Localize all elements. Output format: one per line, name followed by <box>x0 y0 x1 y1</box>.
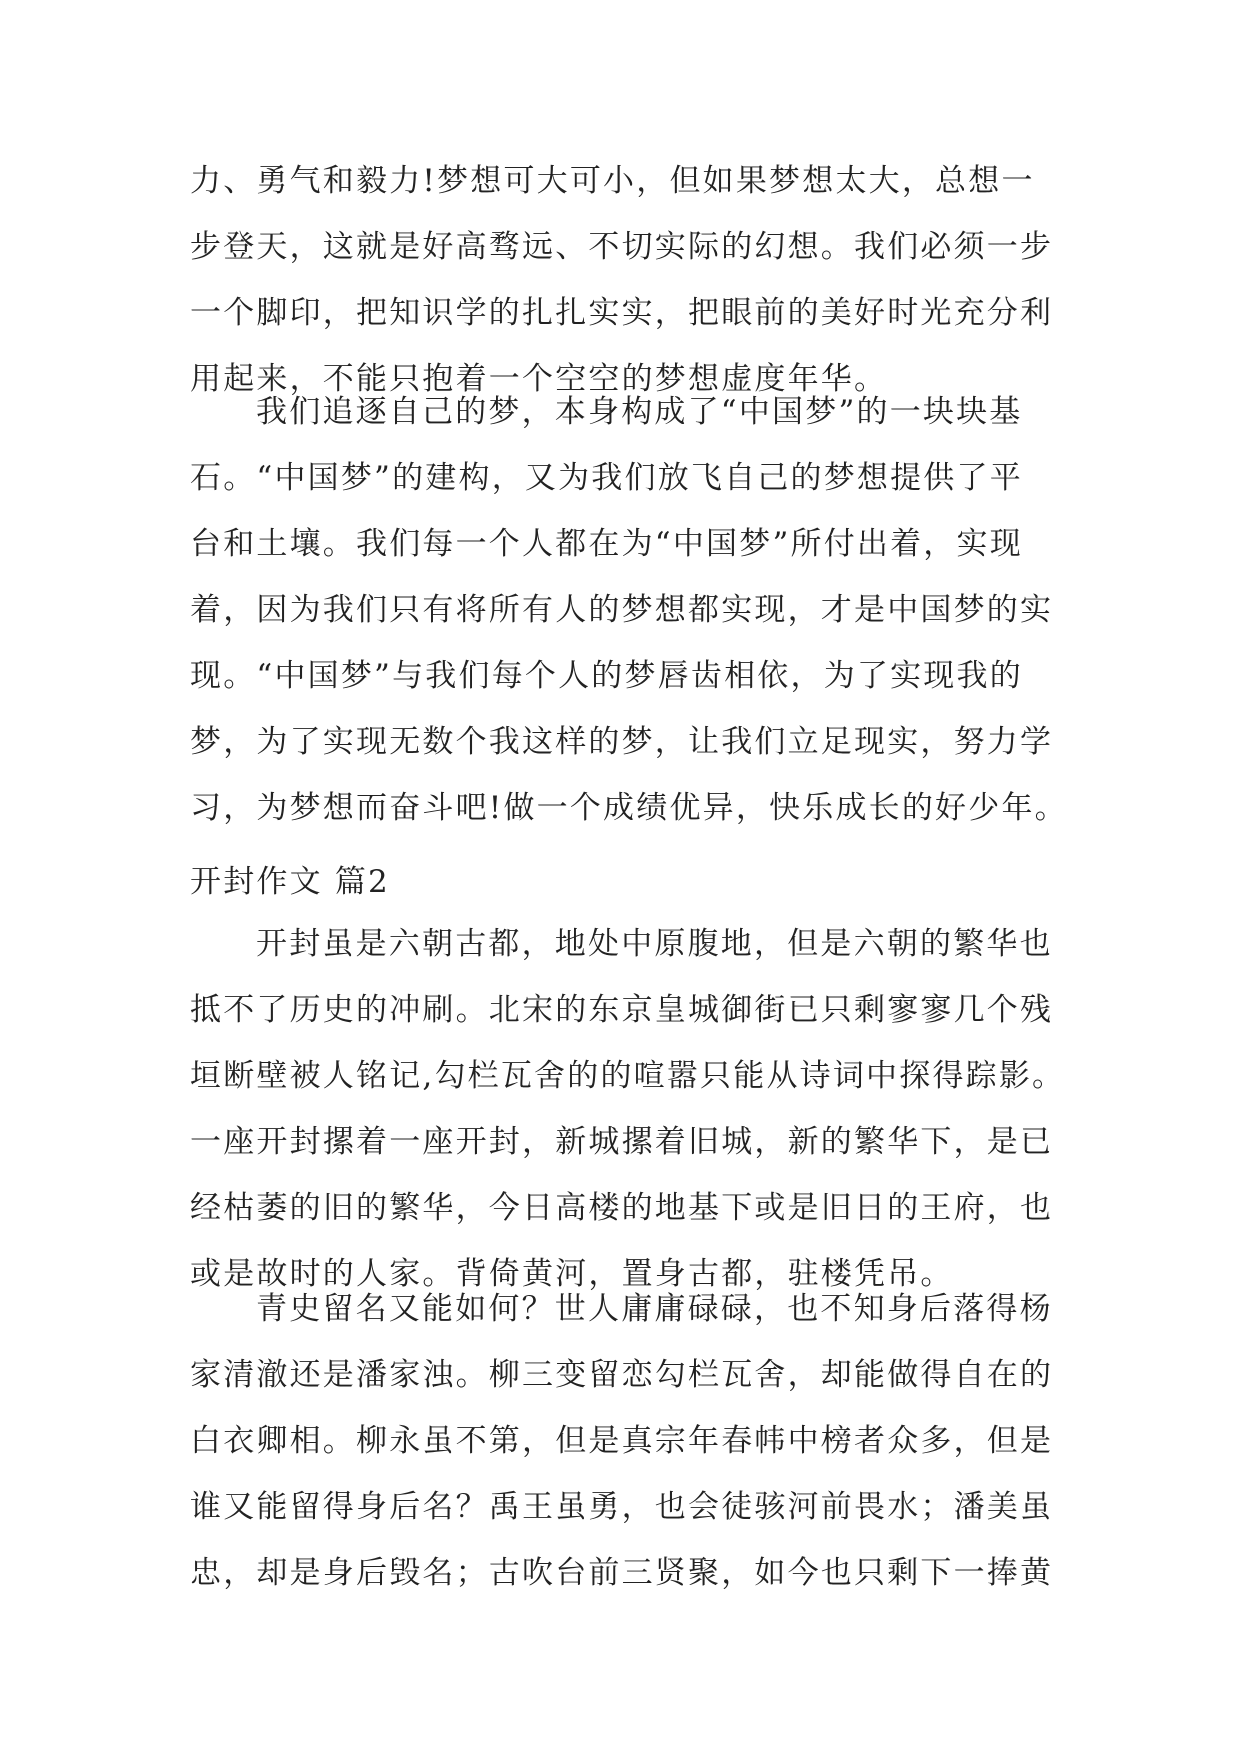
paragraph-line: 青史留名又能如何？世人庸庸碌碌，也不知身后落得杨 <box>256 1291 1053 1327</box>
paragraph-1 <box>190 148 1070 412</box>
paragraph-4 <box>190 1276 1070 1606</box>
paragraph-line: 垣断壁被人铭记,勾栏瓦舍的的喧嚣只能从诗词中探得踪影。 <box>190 1058 1066 1094</box>
paragraph-line: 忠，却是身后毁名；古吹台前三贤聚，如今也只剩下一捧黄 <box>190 1555 1054 1591</box>
paragraph-line: 开封虽是六朝古都，地处中原腹地，但是六朝的繁华也 <box>256 926 1053 962</box>
paragraph-line: 步登天，这就是好高骛远、不切实际的幻想。我们必须一步 <box>190 229 1054 265</box>
paragraph-line: 用起来，不能只抱着一个空空的梦想虚度年华。 <box>190 361 888 397</box>
paragraph-line: 谁又能留得身后名？禹王虽勇，也会徒骇河前畏水；潘美虽 <box>190 1489 1054 1525</box>
section-heading <box>190 852 1070 912</box>
paragraph-line: 习，为梦想而奋斗吧!做一个成绩优异，快乐成长的好少年。 <box>190 790 1068 826</box>
paragraph-2 <box>190 379 1070 841</box>
paragraph-line: 抵不了历史的冲刷。北宋的东京皇城御街已只剩寥寥几个残 <box>190 992 1054 1028</box>
paragraph-line: 力、勇气和毅力!梦想可大可小，但如果梦想太大，总想一 <box>190 163 1035 199</box>
paragraph-line: 白衣卿相。柳永虽不第，但是真宗年春帏中榜者众多，但是 <box>190 1423 1054 1459</box>
paragraph-3 <box>190 911 1070 1307</box>
paragraph-line: 或是故时的人家。背倚黄河，置身古都，驻楼凭吊。 <box>190 1256 954 1292</box>
paragraph-line: 梦，为了实现无数个我这样的梦，让我们立足现实，努力学 <box>190 724 1054 760</box>
paragraph-line: 现。“中国梦”与我们每个人的梦唇齿相依，为了实现我的 <box>190 658 1023 694</box>
paragraph-line: 一个脚印，把知识学的扎扎实实，把眼前的美好时光充分利 <box>190 295 1054 331</box>
paragraph-line: 经枯萎的旧的繁华，今日高楼的地基下或是旧日的王府，也 <box>190 1190 1054 1226</box>
paragraph-line: 家清澈还是潘家浊。柳三变留恋勾栏瓦舍，却能做得自在的 <box>190 1357 1054 1393</box>
section-heading-text: 开封作文 篇2 <box>190 864 390 900</box>
paragraph-line: 石。“中国梦”的建构，又为我们放飞自己的梦想提供了平 <box>190 460 1023 496</box>
paragraph-line: 台和土壤。我们每一个人都在为“中国梦”所付出着，实现 <box>190 526 1023 562</box>
paragraph-line: 着，因为我们只有将所有人的梦想都实现，才是中国梦的实 <box>190 592 1054 628</box>
paragraph-line: 我们追逐自己的梦，本身构成了“中国梦”的一块块基 <box>256 394 1023 430</box>
paragraph-line: 一座开封摞着一座开封，新城摞着旧城，新的繁华下，是已 <box>190 1124 1054 1160</box>
